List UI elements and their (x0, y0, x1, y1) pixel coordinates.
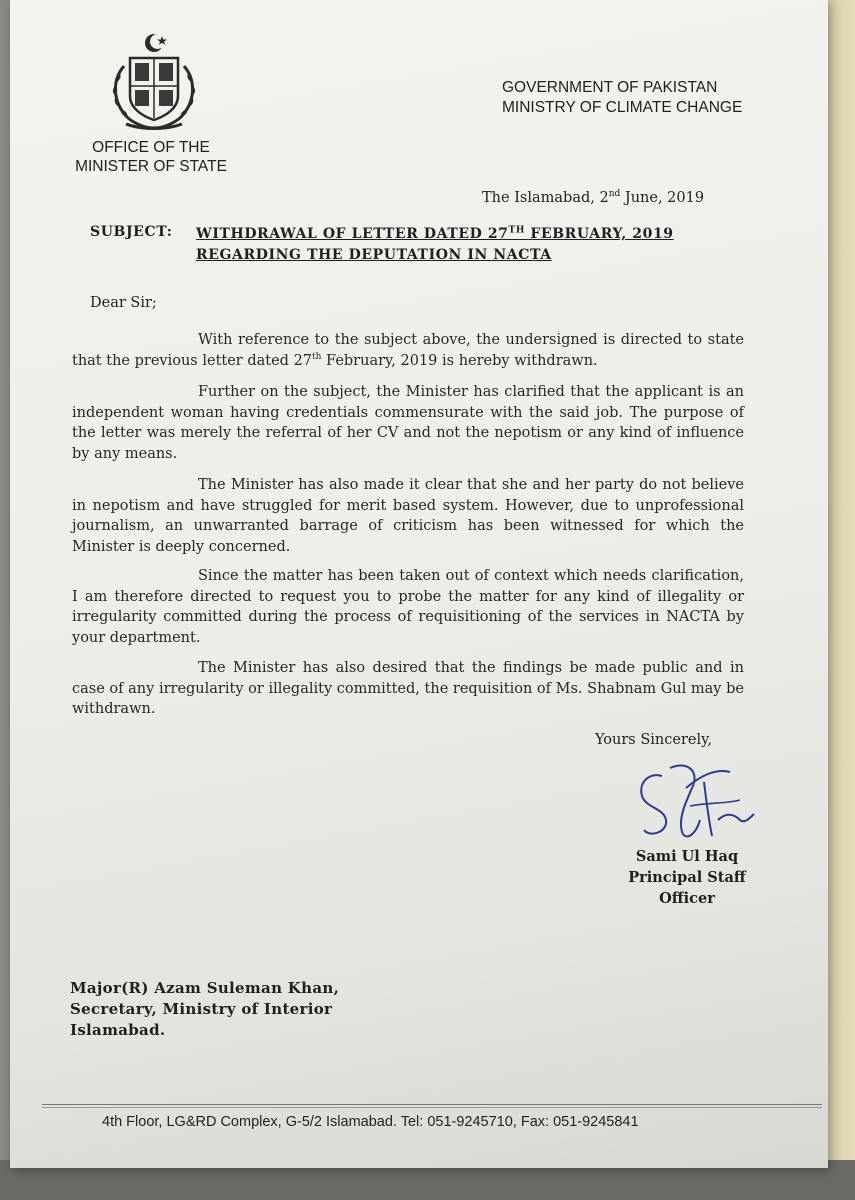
signer-title-line-1: Principal Staff (628, 869, 746, 886)
handwritten-signature (630, 758, 760, 850)
government-heading (502, 78, 742, 118)
signer-title-line-2: Officer (659, 890, 715, 907)
office-heading (66, 138, 236, 176)
closing: Yours Sincerely, (595, 732, 712, 748)
footer-divider (42, 1104, 822, 1105)
subject-label: SUBJECT: (90, 224, 173, 240)
office-line-2: MINISTER OF STATE (75, 158, 227, 175)
salutation: Dear Sir; (90, 295, 157, 311)
office-line-1: OFFICE OF THE (92, 139, 210, 156)
addressee-block (70, 978, 339, 1041)
addressee-name: Major(R) Azam Suleman Khan, (70, 979, 340, 997)
paragraph-1: With reference to the subject above, the undersigned is directed to state that the previous letter dated 27th February, 2019 is hereby withdrawn. (72, 332, 744, 369)
paragraph-2: Further on the subject, the Minister has clarified that the applicant is an independent woman having credentials commensurate with the said job. The purpose of the letter was merely the referral of her CV and not the nepotism or any kind of influence by any means. (72, 384, 744, 462)
addressee-city: Islamabad. (70, 1021, 166, 1039)
letter-page (10, 0, 828, 1168)
state-emblem-icon (102, 30, 206, 134)
subject-line-2: REGARDING THE DEPUTATION IN NACTA (196, 247, 552, 263)
subject-line-1: WITHDRAWAL OF LETTER DATED 27TH FEBRUARY, 2019 (196, 225, 674, 242)
ministry-line: MINISTRY OF CLIMATE CHANGE (502, 99, 743, 116)
subject-text (196, 224, 674, 266)
signer-name: Sami Ul Haq (635, 848, 739, 865)
addressee-title: Secretary, Ministry of Interior (70, 1000, 333, 1018)
footer-divider-secondary (42, 1107, 822, 1108)
footer-address: 4th Floor, LG&RD Complex, G-5/2 Islamabad. Tel: 051-9245710, Fax: 051-9245841 (102, 1114, 639, 1130)
paragraph-5: The Minister has also desired that the findings be made public and in case of any irregularity or illegality committed, the requisition of Ms. Shabnam Gul may be withdrawn. (72, 660, 744, 717)
letter-date: The Islamabad, 2nd June, 2019 (482, 189, 705, 206)
paragraph-3: The Minister has also made it clear that she and her party do not believe in nepotism and have struggled for merit based system. However, due to unprofessional journalism, an unwarranted barrage of criticism has been witnessed for which the Minister is deeply concerned. (72, 477, 744, 555)
government-line: GOVERNMENT OF PAKISTAN (502, 79, 718, 96)
paragraph-4: Since the matter has been taken out of context which needs clarification, I am therefore directed to request you to probe the matter for any kind of illegality or irregularity committed during the process of requisitioning of the services in NACTA by your department. (72, 568, 744, 646)
signer-block (612, 846, 762, 909)
